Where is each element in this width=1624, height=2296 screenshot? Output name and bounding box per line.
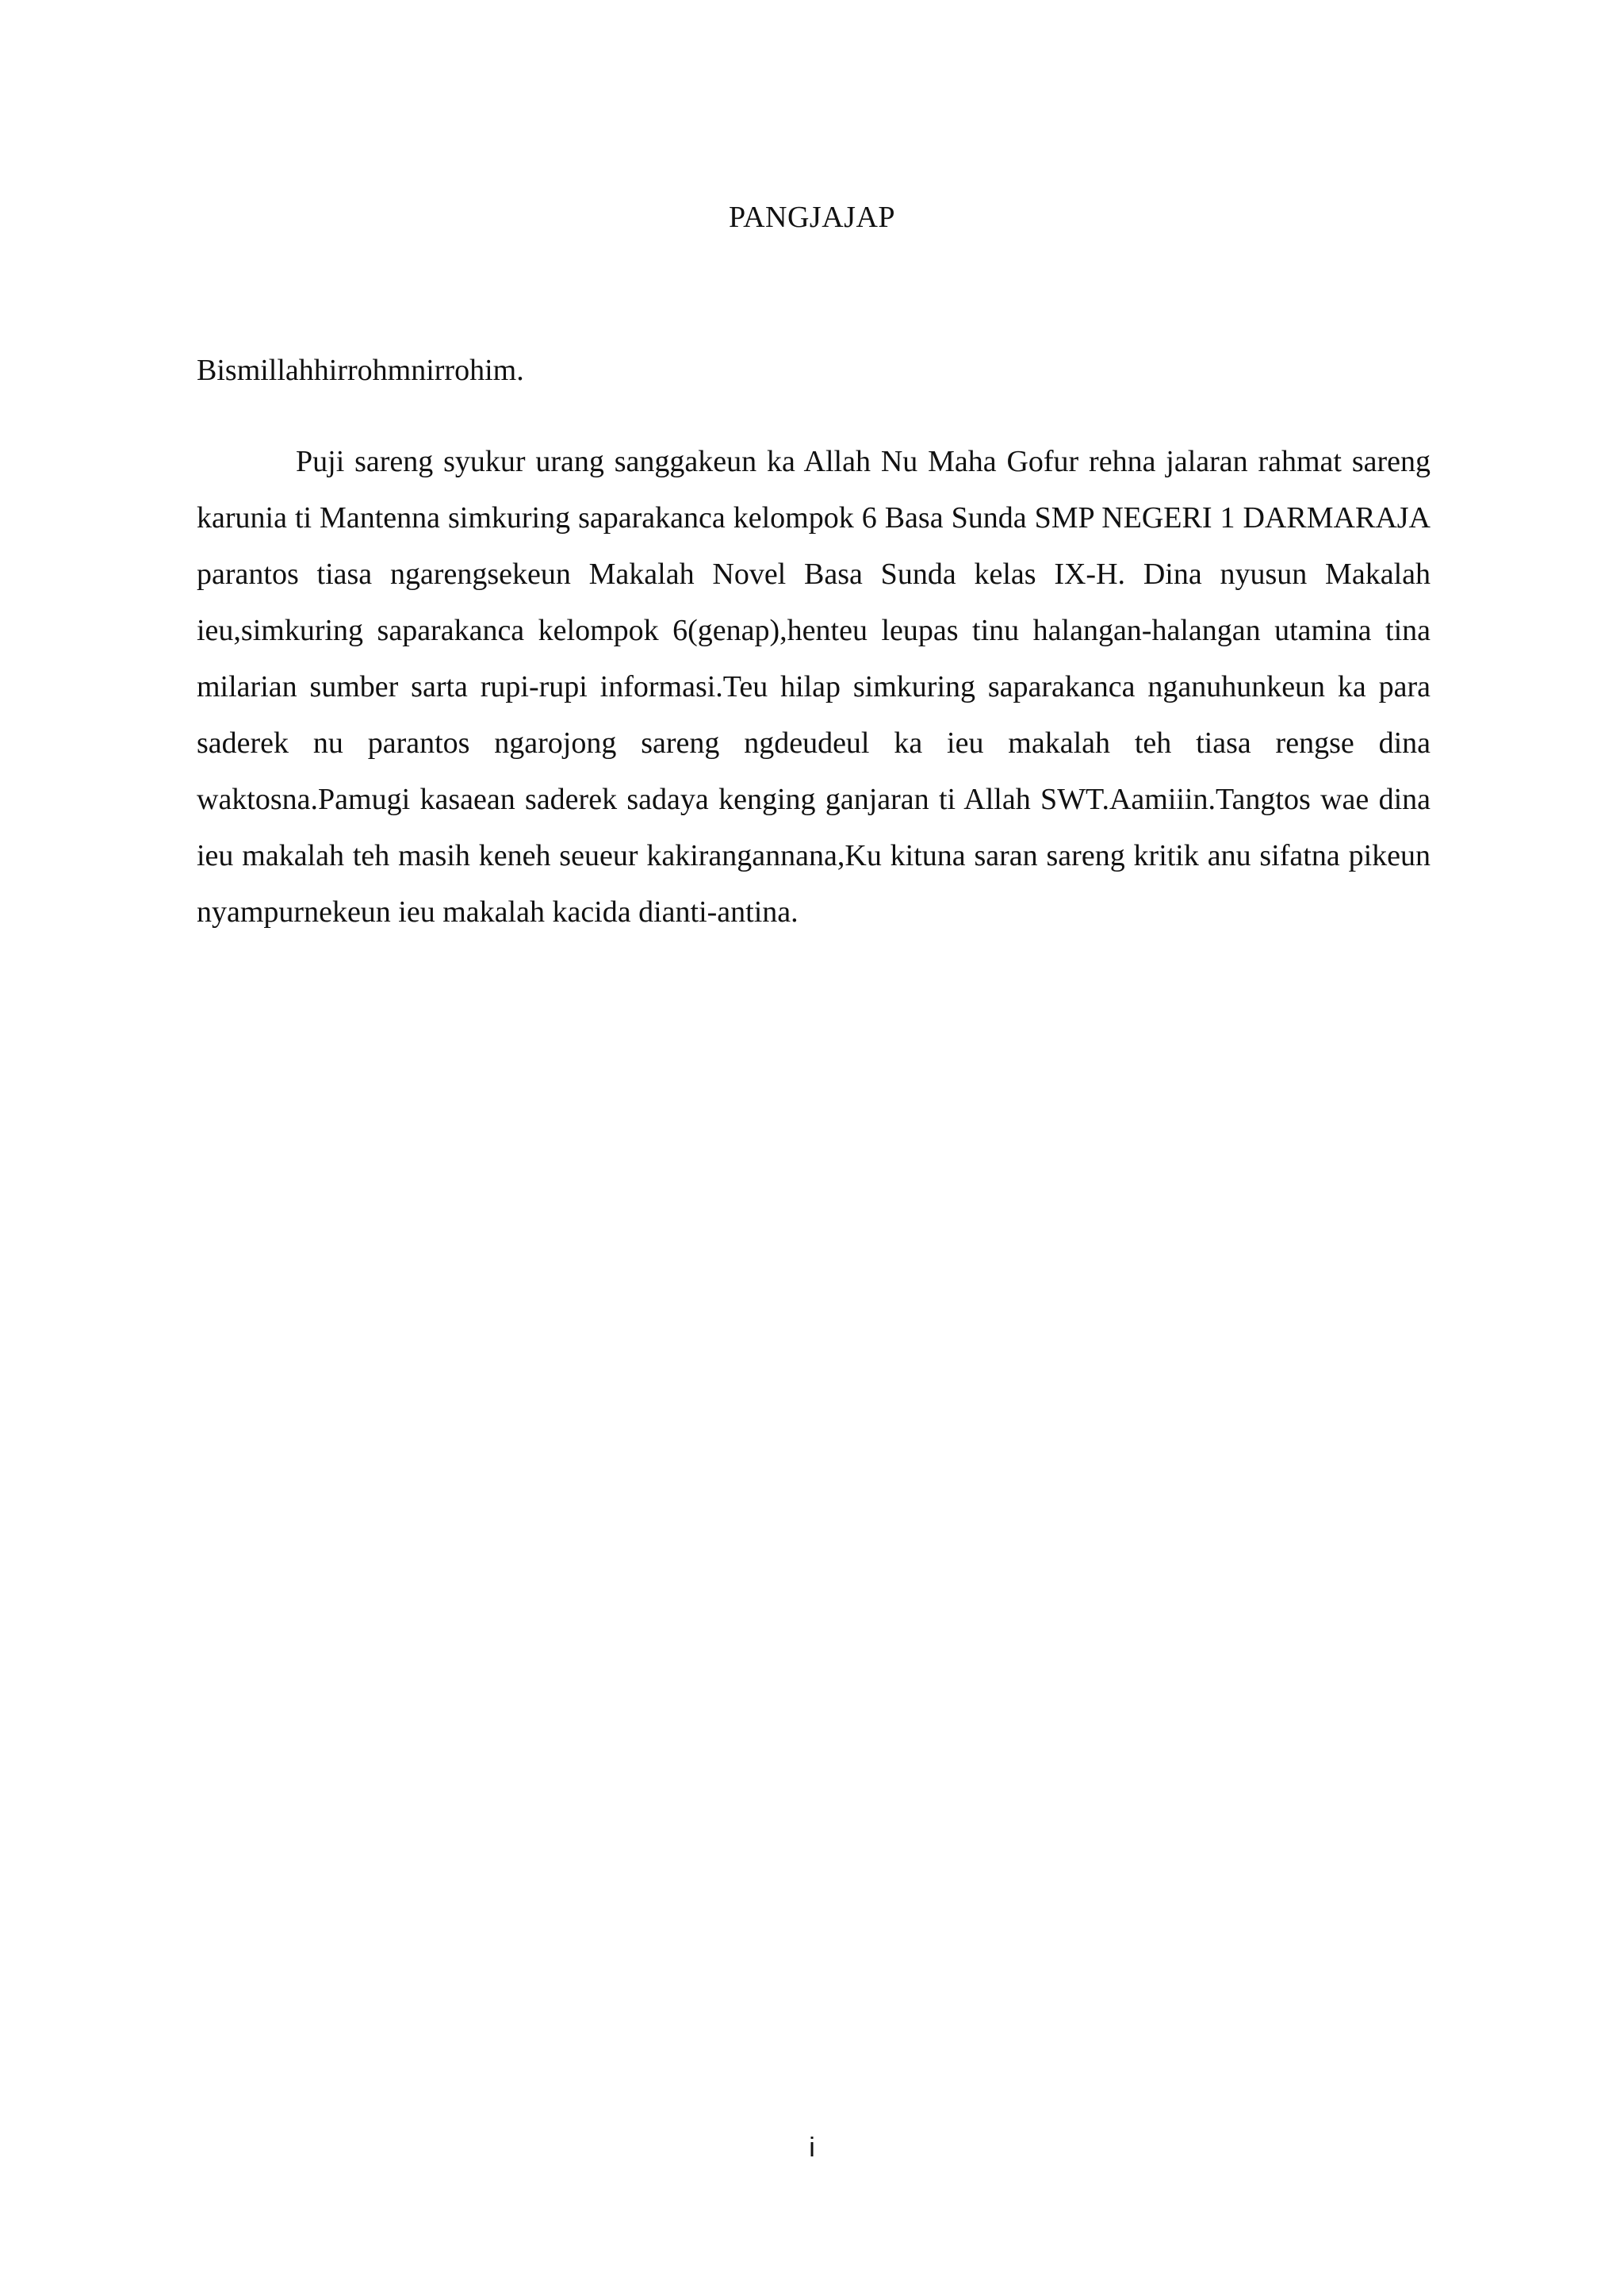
body-paragraph: Puji sareng syukur urang sanggakeun ka Allah Nu Maha Gofur rehna jalaran rahmat sareng karunia ti Mantenna simkuring saparakanca kelompok 6 Basa Sunda SMP NEGERI 1 DARMARAJA parantos tiasa ngarengsekeun Makalah Novel Basa Sunda kelas IX-H. Dina nyusun Makalah ieu,simkuring saparakanca kelompok 6(genap),henteu leupas tinu halangan-halangan utamina tina milarian sumber sarta rupi-rupi informasi.Teu hilap simkuring saparakanca nganuhunkeun ka para saderek nu parantos ngarojong sareng ngdeudeul ka ieu makalah teh tiasa rengse dina waktosna.Pamugi kasaean saderek sadaya kenging ganjaran ti Allah SWT.Aamiiin.Tangtos wae dina ieu makalah teh masih keneh seueur kakirangannana,Ku kituna saran sareng kritik anu sifatna pikeun nyampurnekeun ieu makalah kacida dianti-antina. [197, 445, 1431, 929]
opening-greeting: Bismillahhirrohmnirrohim. [197, 354, 524, 387]
page-number: i [809, 2133, 815, 2163]
page-title: PANGJAJAP [728, 201, 896, 234]
